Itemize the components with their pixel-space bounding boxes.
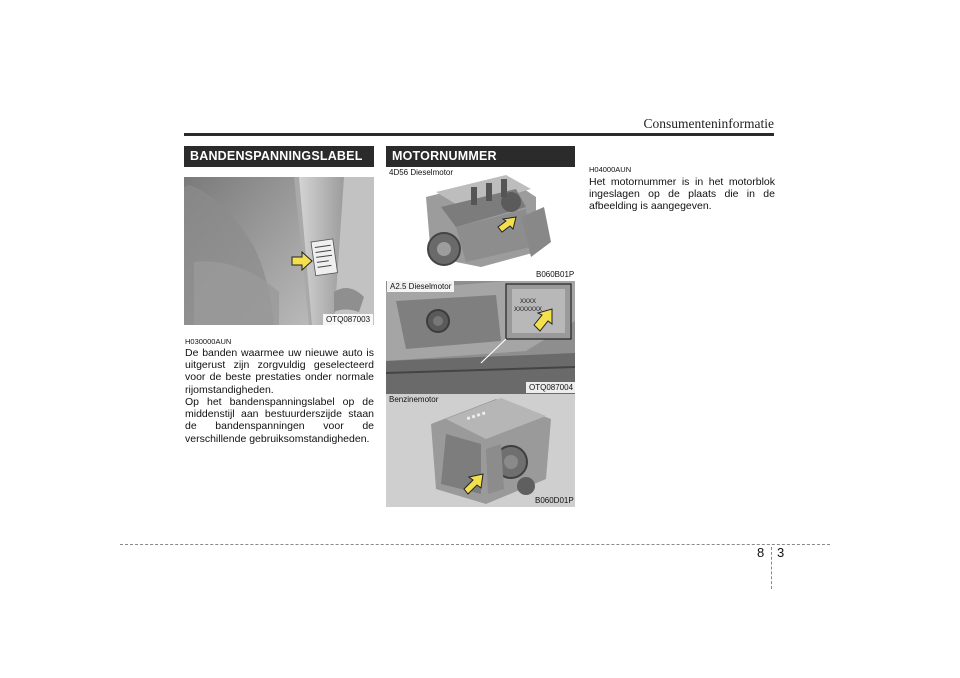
image-caption-b060d01p: B060D01P (535, 496, 574, 505)
section-code: H04000AUN (589, 165, 632, 174)
image-caption-otq087003: OTQ087003 (323, 314, 373, 325)
paragraph-tires: De banden waarmee uw nieuwe auto is uitgerust zijn zorgvuldig geselecteerd voor de beste prestaties onder normale rijomstandigheden. (185, 347, 374, 396)
engine-label-petrol: Benzinemotor (389, 395, 439, 404)
image-caption-b060b01p: B060B01P (536, 270, 575, 279)
header-title: Consumenteninformatie (643, 116, 774, 131)
section-heading-tire-label: BANDENSPANNINGSLABEL (184, 146, 374, 167)
engine-label-a25: A2.5 Dieselmotor (387, 281, 454, 292)
footer-rule (120, 544, 830, 545)
image-caption-otq087004: OTQ087004 (526, 382, 576, 393)
page-separator (771, 547, 772, 589)
engine-stamp-bottom: XXXXXXX (514, 307, 543, 313)
svg-text:■ ■ ■ ■: ■ ■ ■ ■ (466, 410, 487, 423)
header-rule (184, 133, 774, 136)
engine-stamp-top: XXXX (520, 299, 537, 305)
tire-label-image (184, 177, 374, 325)
engine-image-4d56 (386, 167, 575, 281)
engine-label-4d56: 4D56 Dieselmotor (389, 168, 454, 177)
engine-image-petrol (386, 394, 575, 507)
engine-image-a25 (386, 281, 575, 394)
page-number: 3 (777, 545, 785, 560)
paragraph-engine-number: Het motornummer is in het motorblok ingeslagen op de plaats die in de afbeelding is aangegeven. (589, 176, 775, 213)
paragraph-tire-label: Op het bandenspanningslabel op de middenstijl aan bestuurderszijde staan de bandenspanningen voor de verschillende gebruiksomstandigheden. (185, 396, 374, 445)
section-code: H030000AUN (185, 337, 232, 346)
chapter-number: 8 (757, 545, 765, 560)
section-heading-engine-number: MOTORNUMMER (386, 146, 575, 167)
